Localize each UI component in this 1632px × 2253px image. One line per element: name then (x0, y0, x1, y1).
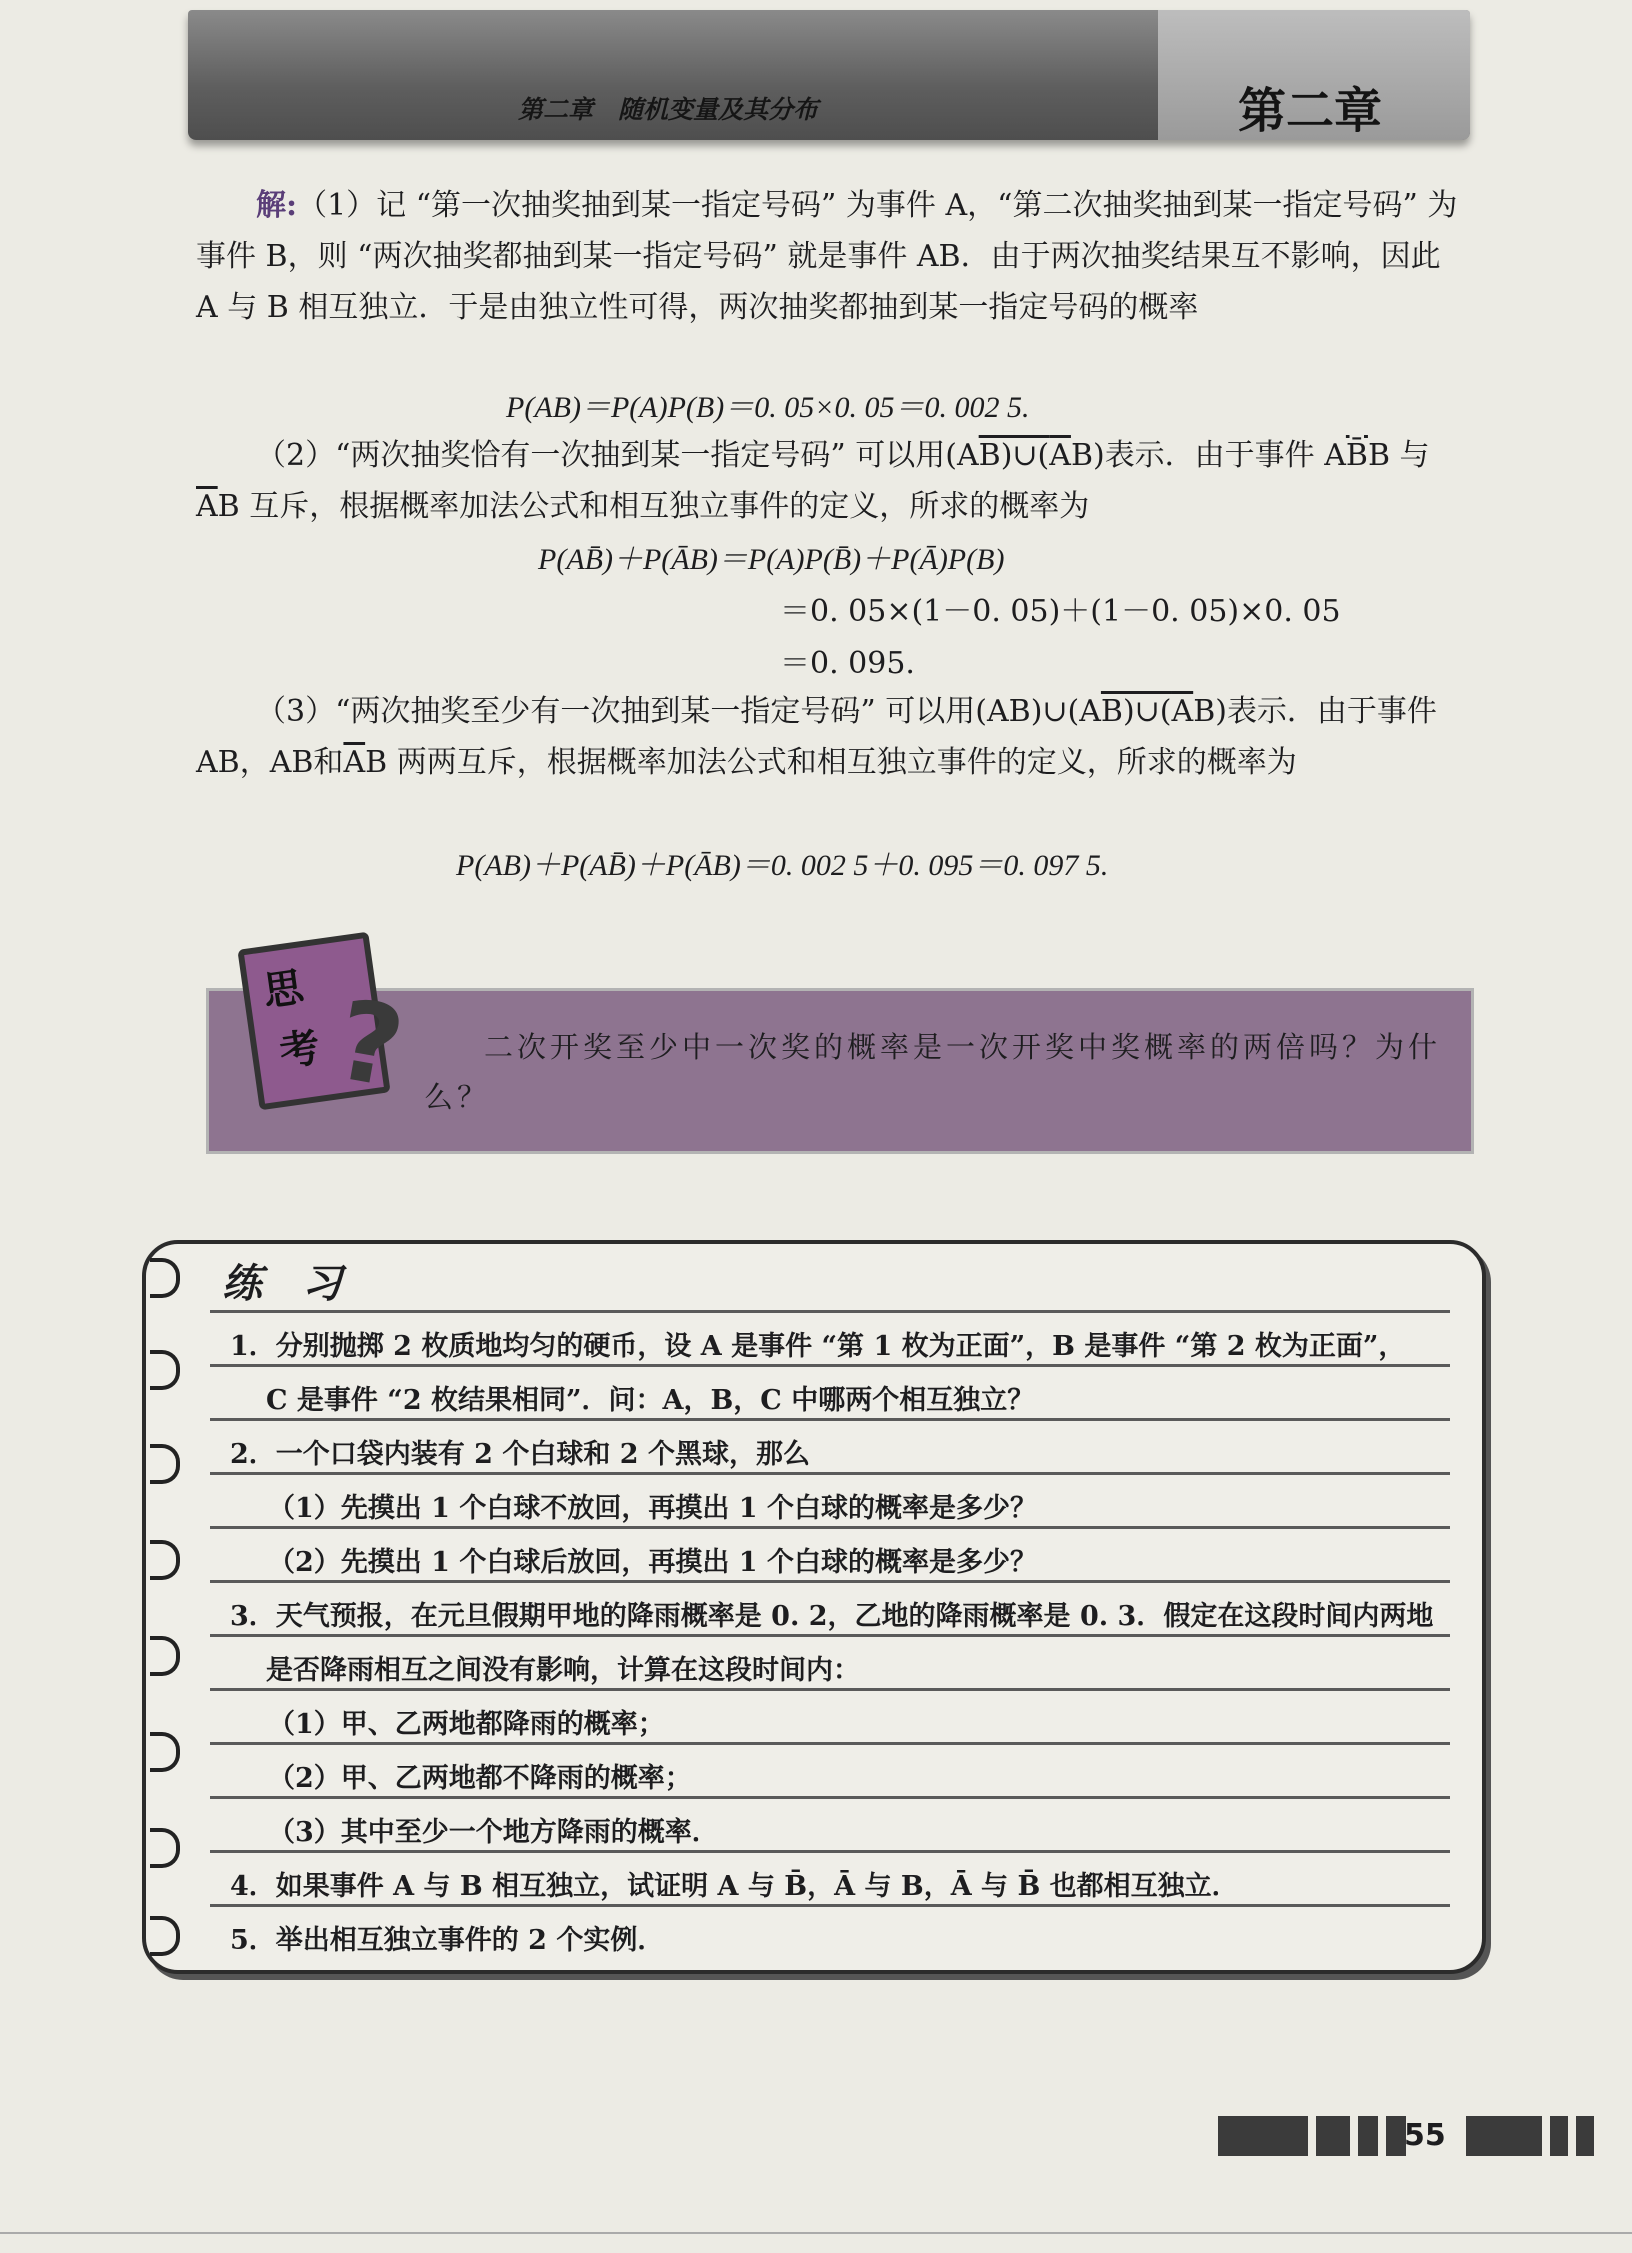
ruled-line (210, 1634, 1450, 1637)
text-run: （2）“两次抽奖恰有一次抽到某一指定号码” 可以用(A (256, 438, 979, 473)
solution-label: 解: (256, 188, 298, 223)
overline-text: $\overline{A}$ (1049, 438, 1071, 473)
text-run: B)表示．由于事件 AB，A (196, 694, 1437, 780)
exercise-3-part-2: （2）甲、乙两地都不降雨的概率； (268, 1763, 692, 1794)
equation-1: P(AB)＝P(A)P(B)＝0. 05×0. 05＝0. 002 5. (506, 391, 1030, 424)
text-run: B 互斥，根据概率加法公式和相互独立事件的定义，所求的概率为 (217, 489, 1090, 524)
page-bottom-rule (0, 2232, 1632, 2234)
equation-2-line-3: ＝0. 095. (780, 646, 915, 681)
question-mark-icon: ? (327, 975, 413, 1113)
ruled-line (210, 1742, 1450, 1745)
ruled-line (210, 1688, 1450, 1691)
exercise-2-part-2: （2）先摸出 1 个白球后放回，再摸出 1 个白球的概率是多少？ (268, 1547, 1037, 1578)
exercise-1-line-2: C 是事件 “2 枚结果相同”．问：A，B，C 中哪两个相互独立？ (266, 1385, 1035, 1416)
exercise-3-part-3: （3）其中至少一个地方降雨的概率． (268, 1817, 719, 1848)
exercise-4: 4．如果事件 A 与 B 相互独立，试证明 A 与 B̄，Ā 与 B，Ā 与 B̄ 也都相互独立． (230, 1871, 1239, 1902)
equation-3: P(AB)＋P(AB̄)＋P(ĀB)＝0. 002 5＋0. 095＝0. 097 5. (456, 849, 1109, 882)
ruled-line (210, 1526, 1450, 1529)
text-run: B 两两互斥，根据概率加法公式和相互独立事件的定义，所求的概率为 (365, 745, 1297, 780)
badge-char-bottom: 考 (276, 1024, 323, 1076)
solution-text-1: （1）记 “第一次抽奖抽到某一指定号码” 为事件 A，“第二次抽奖抽到某一指定号码” 为事件 B，则 “两次抽奖都抽到某一指定号码” 就是事件 AB．由于两次抽奖结果互不影响，因此 A 与 B 相互独立．于是由独立性可得，两次抽奖都抽到某一指定号码的概率 (196, 188, 1458, 325)
equation-2-line-2: ＝0. 05×(1－0. 05)＋(1－0. 05)×0. 05 (780, 594, 1341, 629)
ruled-line (210, 1850, 1450, 1853)
text-run: （3）“两次抽奖至少有一次抽到某一指定号码” 可以用(AB)∪(A (256, 694, 1101, 729)
exercise-5: 5．举出相互独立事件的 2 个实例． (230, 1925, 665, 1956)
text-run: B)∪( (1100, 694, 1172, 729)
exercise-3-part-1: （1）甲、乙两地都降雨的概率； (268, 1709, 665, 1740)
overline-text: $\overline{A}$ (1171, 694, 1194, 729)
ruled-line (210, 1364, 1450, 1367)
text-run: B)∪( (978, 438, 1050, 473)
ruled-line (210, 1904, 1450, 1907)
footer-decoration-left (1218, 2116, 1414, 2156)
equation-2-line-1: P(AB̄)＋P(ĀB)＝P(A)P(B̄)＋P(Ā)P(B) (538, 543, 1005, 576)
text-run: B 与 (1367, 438, 1430, 473)
badge-char-top: 思 (260, 964, 307, 1016)
text-run: B)表示．由于事件 A (1070, 438, 1346, 473)
ruled-line (210, 1310, 1450, 1313)
ruled-line (210, 1472, 1450, 1475)
overline-text: $\overline{A}$ (196, 489, 218, 524)
solution-paragraph-1 (196, 180, 1470, 333)
exercise-3-line-2: 是否降雨相互之间没有影响，计算在这段时间内： (266, 1655, 860, 1686)
page-number: 55 (1404, 2118, 1446, 2153)
overline-text: B̄ (1345, 438, 1368, 473)
think-question-text: 二次开奖至少中一次奖的概率是一次开奖中奖概率的两倍吗？为什么？ (424, 1030, 1442, 1114)
ruled-line (210, 1796, 1450, 1799)
ruled-line (210, 1418, 1450, 1421)
text-run: B和 (291, 745, 344, 780)
ruled-line (210, 1580, 1450, 1583)
solution-paragraph-3 (196, 686, 1470, 788)
solution-paragraph-2 (196, 430, 1470, 532)
footer-decoration-right (1466, 2116, 1602, 2156)
exercise-1-line-1: 1．分别抛掷 2 枚质地均匀的硬币，设 A 是事件 “第 1 枚为正面”，B 是事件 “第 2 枚为正面”， (230, 1331, 1406, 1362)
chapter-header-bar (188, 10, 1470, 140)
exercise-2-part-1: （1）先摸出 1 个白球不放回，再摸出 1 个白球的概率是多少？ (268, 1493, 1037, 1524)
chapter-label: 第二章 (1237, 83, 1382, 139)
exercise-3-line-1: 3．天气预报，在元旦假期甲地的降雨概率是 0. 2，乙地的降雨概率是 0. 3．假定在这段时间内两地 (230, 1601, 1434, 1632)
exercise-2: 2．一个口袋内装有 2 个白球和 2 个黑球，那么 (230, 1439, 810, 1470)
overline-text: $\overline{A}$ (343, 745, 366, 780)
running-title: 第二章 随机变量及其分布 (518, 95, 819, 124)
exercise-title: 练习 (222, 1261, 382, 1307)
